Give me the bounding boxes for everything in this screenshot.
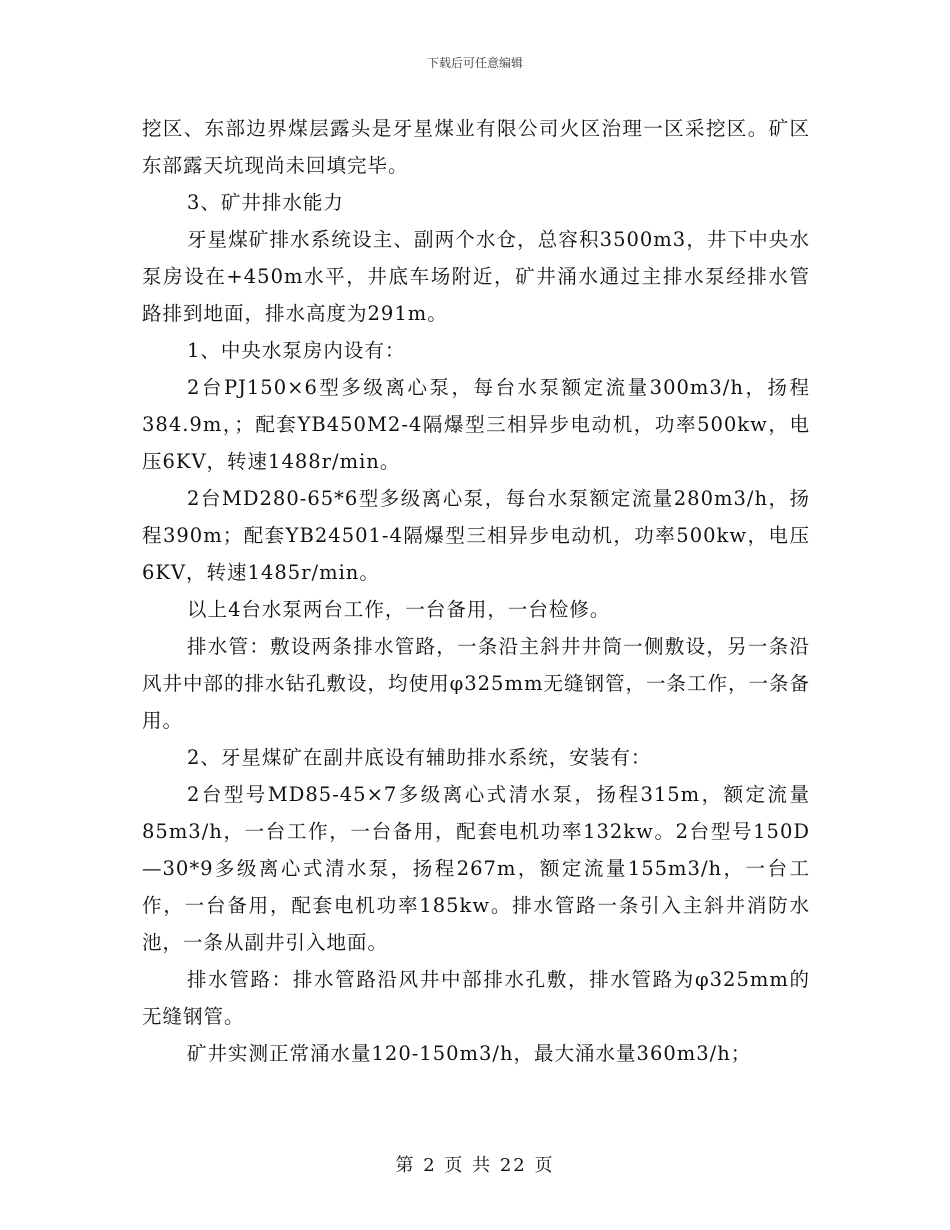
document-body — [142, 110, 810, 1072]
paragraph: 排水管路：排水管路沿风井中部排水孔敷，排水管路为φ325mm的无缝钢管。 — [142, 968, 810, 1028]
paragraph: 2台型号MD85-45×7多级离心式清水泵，扬程315m，额定流量85m3/h，一台工作，一台备用，配套电机功率132kw。2台型号150D—30*9多级离心式清水泵，扬程267m，额定流量155m3/h，一台工作，一台备用，配套电机功率185kw。排水管路一条引入主斜井消防水池，一条从副井引入地面。 — [142, 783, 810, 954]
subsection-heading: 1、中央水泵房内设有： — [187, 339, 406, 362]
paragraph: 挖区、东部边界煤层露头是牙星煤业有限公司火区治理一区采挖区。矿区东部露天坑现尚未回填完毕。 — [142, 117, 810, 177]
paragraph: 2台PJ150×6型多级离心泵，每台水泵额定流量300m3/h，扬程384.9m，；配套YB450M2-4隔爆型三相异步电动机，功率500kw，电压6KV，转速1488r/min。 — [142, 376, 810, 473]
paragraph: 矿井实测正常涌水量120-150m3/h，最大涌水量360m3/h； — [187, 1042, 752, 1065]
section-heading: 3、矿井排水能力 — [187, 191, 344, 214]
paragraph: 2台MD280-65*6型多级离心泵，每台水泵额定流量280m3/h，扬程390m；配套YB24501-4隔爆型三相异步电动机，功率500kw，电压6KV，转速1485r/min。 — [142, 487, 810, 584]
page-number-footer: 第 2 页 共 22 页 — [395, 1155, 555, 1176]
paragraph: 排水管：敷设两条排水管路，一条沿主斜井井筒一侧敷设，另一条沿风井中部的排水钻孔敷设，均使用φ325mm无缝钢管，一条工作，一条备用。 — [142, 635, 810, 732]
paragraph: 以上4台水泵两台工作，一台备用，一台检修。 — [187, 598, 611, 621]
subsection-heading: 2、牙星煤矿在副井底设有辅助排水系统，安装有： — [187, 746, 652, 769]
page-header: 下载后可任意编辑 — [426, 56, 523, 70]
paragraph: 牙星煤矿排水系统设主、副两个水仓，总容积3500m3，井下中央水泵房设在+450m水平，井底车场附近，矿井涌水通过主排水泵经排水管路排到地面，排水高度为291m。 — [142, 228, 810, 325]
